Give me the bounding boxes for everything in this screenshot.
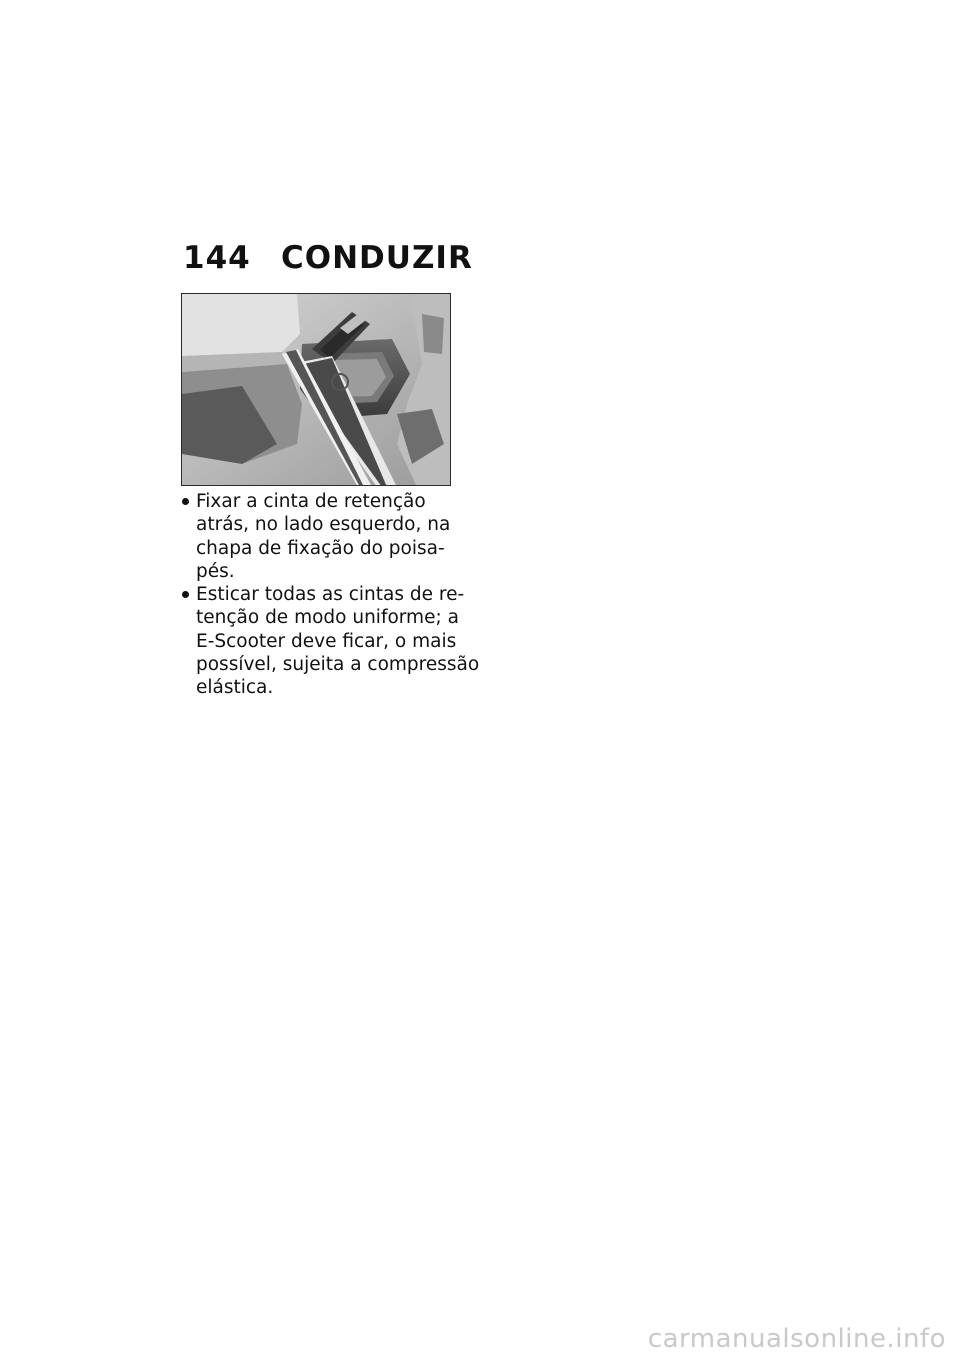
bullet-icon bbox=[182, 591, 189, 598]
list-item-line: pés. bbox=[196, 560, 235, 582]
page-header bbox=[183, 240, 473, 276]
list-item-line: E-Scooter deve ficar, o mais bbox=[196, 630, 457, 652]
section-title: CONDUZIR bbox=[281, 240, 473, 276]
list-item-line: possível, sujeita a compressão bbox=[196, 654, 480, 676]
list-item-line: Esticar todas as cintas de re- bbox=[196, 584, 465, 606]
list-item-line: tenção de modo uniforme; a bbox=[196, 607, 459, 629]
list-item-line: elástica. bbox=[196, 677, 274, 699]
bullet-icon bbox=[182, 498, 189, 505]
list-item-line: Fixar a cinta de retenção bbox=[196, 491, 426, 512]
list-item bbox=[181, 490, 456, 583]
figure-strap-photo bbox=[181, 293, 451, 486]
page-number: 144 bbox=[183, 240, 251, 276]
list-item bbox=[181, 583, 480, 699]
e-scooter-strap-photo-icon bbox=[182, 294, 451, 486]
footer-watermark: carmanualsonline.info bbox=[647, 1324, 946, 1354]
instruction-list bbox=[181, 490, 480, 700]
list-item-line: chapa de fixação do poisa- bbox=[196, 537, 445, 559]
list-item-line: atrás, no lado esquerdo, na bbox=[196, 514, 451, 536]
